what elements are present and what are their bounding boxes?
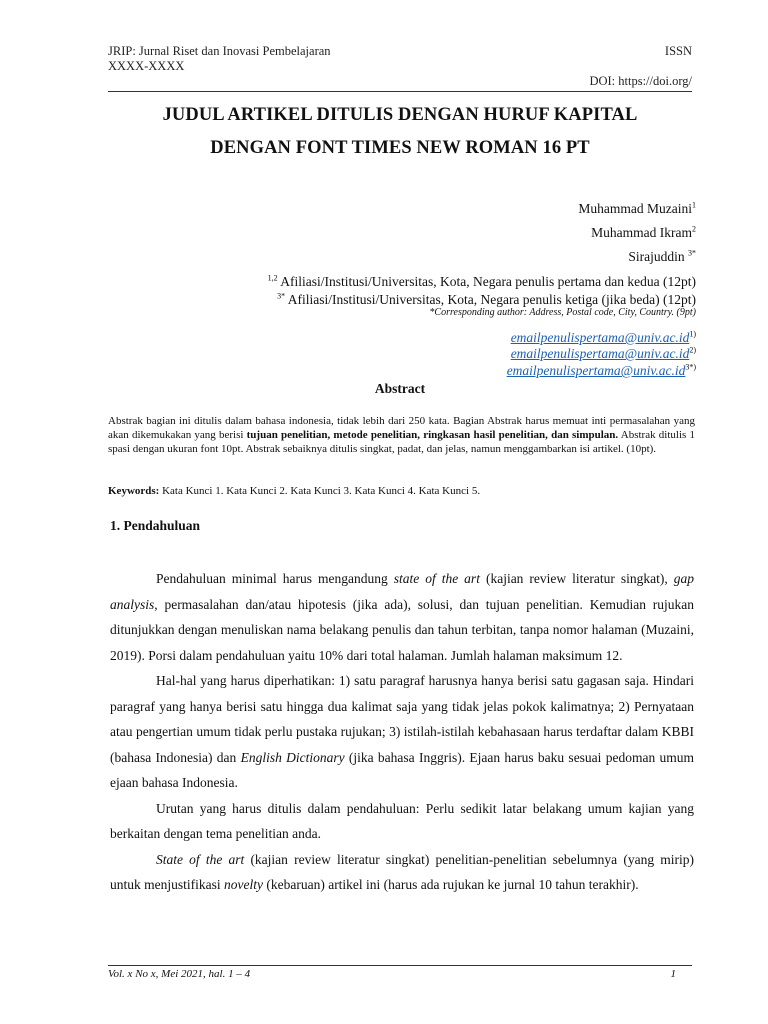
journal-name: JRIP: Jurnal Riset dan Inovasi Pembelajaran [108,44,331,58]
author-2: Muhammad Ikram$^2$ [591,224,696,240]
issn-value: XXXX-XXXX [108,59,185,73]
author-email-1[interactable]: $emailpenulispertama@univ.ac.id^{1)}$ [510,329,696,345]
footer-divider [108,965,692,966]
header-divider [108,91,692,92]
affiliation-2: $^{3*}$ Afiliasi/Institusi/Universitas, Kota, Negara penulis ketiga (jika beda) (12pt) [277,291,696,307]
page-number: 1 [670,968,676,980]
article-title-line-2: DENGAN FONT TIMES NEW ROMAN 16 PT [210,138,590,158]
section-body [110,566,694,898]
footer-volume: Vol. x No x, Mei 2021, hal. 1 – 4 [108,968,251,980]
author-3: Sirajuddin $^{3*}$ [628,248,696,264]
abstract-heading: Abstract [374,381,426,396]
corresponding-author: *Corresponding author: Address, Postal code, City, Country. (9pt) [429,307,696,318]
paragraph-4: State of the art (kajian review literatur singkat) penelitian-penelitian sebelumnya (yang mirip) untuk menjustifikasi novelty (kebaruan) artikel ini (harus ada rujukan ke jurnal 10 tahun terakhir). [110,851,694,892]
paragraph-1: Pendahuluan minimal harus mengandung state of the art (kajian review literatur singkat), gap analysis, permasalahan dan/atau hipotesis (jika ada), solusi, dan tujuan penelitian. Kemudian rujukan ditunjukkan dengan menuliskan nama belakang penulis dan tahun terbitan, tanpa nomor halaman (Muzaini, 2019). Porsi dalam pendahuluan yaitu 10% dari total halaman. Jumlah halaman maksimum 12. [110,571,694,663]
issn-label: ISSN [664,44,692,58]
author-email-3[interactable]: $emailpenulispertama@univ.ac.id^{3*)}$ [506,362,696,378]
doi-link[interactable]: DOI: https://doi.org/ [589,74,692,88]
affiliation-1: $^{1,2}$ Afiliasi/Institusi/Universitas, Kota, Negara penulis pertama dan kedua (12pt) [267,273,696,289]
abstract-text: Abstrak bagian ini ditulis dalam bahasa indonesia, tidak lebih dari 250 kata. Bagian Abstrak harus memuat inti permasalahan yang akan dikemukakan yang berisi tujuan penelitian, metode penelitian, ringkasan hasil penelitian, dan simpulan. Abstrak ditulis 1 spasi dengan ukuran font 10pt. Abstrak sebaiknya ditulis singkat, padat, dan jelas, namun menggambarkan isi artikel. (10pt). [108,415,695,455]
section-heading-pendahuluan: 1. Pendahuluan [110,518,201,533]
keywords: Keywords: Kata Kunci 1. Kata Kunci 2. Kata Kunci 3. Kata Kunci 4. Kata Kunci 5. [108,485,481,497]
author-email-2[interactable]: $emailpenulispertama@univ.ac.id^{2)}$ [510,345,696,361]
paragraph-3: Urutan yang harus ditulis dalam pendahuluan: Perlu sedikit latar belakang umum kajian yang berkaitan dengan tema penelitian anda. [110,800,694,841]
author-1: Muhammad Muzaini$^1$ [578,200,696,216]
article-title-line-1: JUDUL ARTIKEL DITULIS DENGAN HURUF KAPITAL [162,105,638,125]
paragraph-2: Hal-hal yang harus diperhatikan: 1) satu paragraf harusnya hanya berisi satu gagasan saja. Hindari paragraf yang hanya berisi satu hingga dua kalimat saja yang tidak jelas pokok kalimatnya; 2) Pernyataan atau pengertian umum tidak perlu pustaka rujukan; 3) istilah-istilah kebahasaan harus terdaftar dalam KBBI (bahasa Indonesia) dan English Dictionary (jika bahasa Inggris). Ejaan harus baku sesuai pedoman umum ejaan bahasa Indonesia. [110,673,694,790]
